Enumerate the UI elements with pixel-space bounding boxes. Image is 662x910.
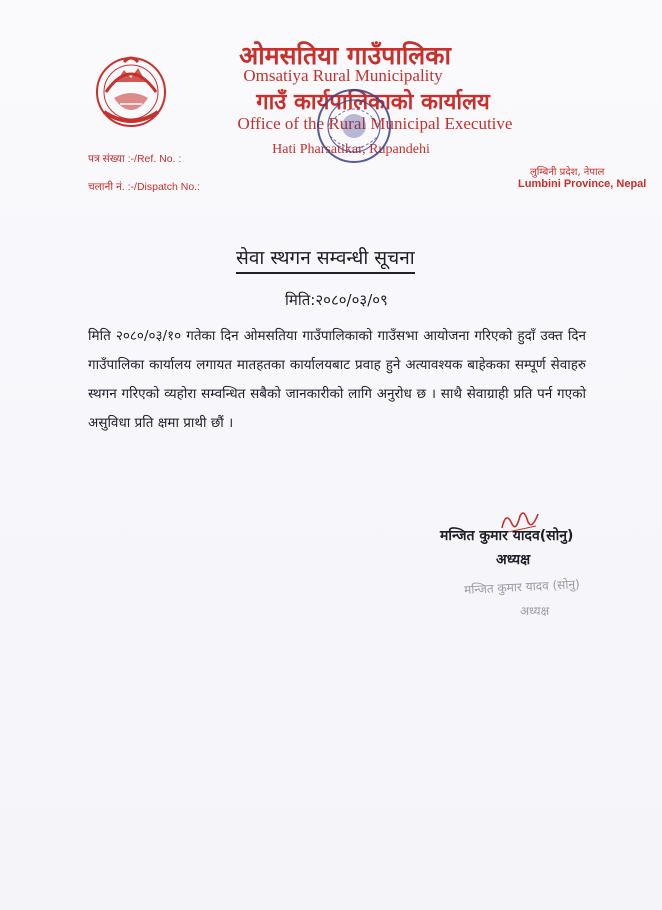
title-seal-text: अध्यक्ष — [520, 604, 550, 618]
ref-number-label: पत्र संख्या :-/Ref. No. : — [88, 153, 182, 165]
office-name-np: गाउँ कार्यपालिकाको कार्यालय — [256, 90, 490, 115]
municipality-name-np: ओमसतिया गाउँपालिका — [239, 41, 451, 70]
dispatch-number-label: चलानी नं. :-/Dispatch No.: — [88, 181, 200, 193]
office-stamp-icon — [314, 86, 394, 166]
signer-title: अध्यक्ष — [496, 552, 531, 568]
province-en: Lumbini Province, Nepal — [518, 178, 647, 190]
notice-body: मिति २०८०/०३/१० गतेका दिन ओमसतिया गाउँपालिकाको गाउँसभा आयोजना गरिएको हुदाँ उक्त दिन गाउँपालिका कार्यालय लगायत मातहतका कार्यालयबाट प्रवाह हुने अत्यावश्यक बाहेकका सम्पूर्ण सेवाहरु स्थगन गरिएको व्यहोरा सम्वन्धित सबैको जानकारीको लागि अनुरोध छ । साथै सेवाग्राही प्रति पर्न गएको असुविधा प्रति क्षमा प्राथी छौं । — [88, 328, 586, 431]
notice-date: मिति:२०८०/०३/०९ — [285, 291, 388, 309]
office-address-en: Hati Pharsatikar, Rupandehi — [272, 142, 430, 157]
municipality-name-en: Omsatiya Rural Municipality — [243, 66, 443, 85]
notice-title: सेवा स्थगन सम्वन्धी सूचना — [236, 244, 415, 274]
office-name-en: Office of the Rural Municipal Executive — [237, 114, 513, 133]
signer-name: मन्जित कुमार यादव(सोनु) — [440, 528, 574, 544]
province-np: लुम्बिनी प्रदेश, नेपाल — [530, 167, 605, 178]
name-seal-text: मन्जित कुमार यादव (सोनु) — [463, 576, 581, 598]
